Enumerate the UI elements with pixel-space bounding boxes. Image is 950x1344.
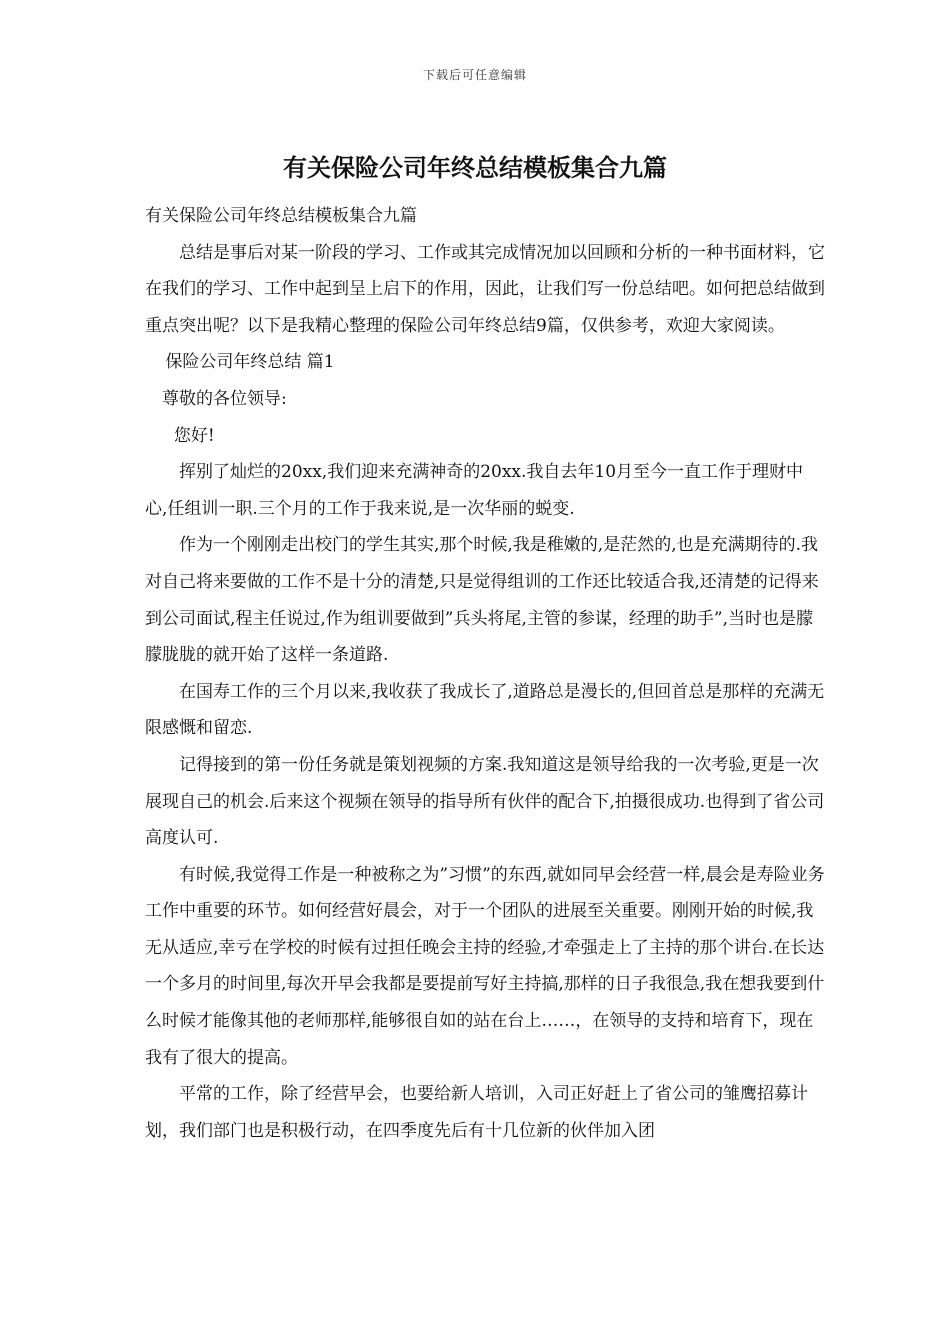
body-paragraph: 平常的工作，除了经营早会，也要给新人培训，入司正好赶上了省公司的雏鹰招募计划，我们部门也是积极行动，在四季度先后有十几位新的伙伴加入团 [145,1084,808,1141]
body-paragraph: 作为一个刚刚走出校门的学生其实,那个时候,我是稚嫩的,是茫然的,也是充满期待的.我对自己将来要做的工作不是十分的清楚,只是觉得组训的工作还比较适合我,还清楚的记得来到公司面试,程主任说过,作为组训要做到”兵头将尾,主管的参谋，经理的助手”,当时也是朦朦胧胧的就开始了这样一条道路. [145,535,819,666]
intro-paragraph: 总结是事后对某一阶段的学习、工作或其完成情况加以回顾和分析的一种书面材料，它在我们的学习、工作中起到呈上启下的作用，因此，让我们写一份总结吧。如何把总结做到重点突出呢？以下是我精心整理的保险公司年终总结9篇，仅供参考，欢迎大家阅读。 [145,242,825,336]
document-body [145,198,825,1149]
body-paragraph: 记得接到的第一份任务就是策划视频的方案.我知道这是领导给我的一次考验,更是一次展现自己的机会.后来这个视频在领导的指导所有伙伴的配合下,拍摄很成功.也得到了省公司高度认可. [145,754,825,849]
subtitle-paragraph: 有关保险公司年终总结模板集合九篇 [145,206,417,226]
body-paragraph: 在国寿工作的三个月以来,我收获了我成长了,道路总是漫长的,但回首总是那样的充满无限感慨和留恋. [145,681,825,739]
greeting: 您好! [173,425,215,446]
document-title: 有关保险公司年终总结模板集合九篇 [283,153,667,182]
salutation: 尊敬的各位领导: [162,388,287,409]
body-paragraph: 挥别了灿烂的20xx,我们迎来充满神奇的20xx.我自去年10月至今一直工作于理财中心,任组训一职.三个月的工作于我来说,是一次华丽的蜕变. [145,462,804,519]
header-note: 下载后可任意编辑 [422,68,527,82]
section-heading: 保险公司年终总结 篇1 [165,352,335,373]
body-paragraph: 有时候,我觉得工作是一种被称之为”习惯”的东西,就如同早会经营一样,晨会是寿险业务工作中重要的环节。如何经营好晨会，对于一个团队的进展至关重要。刚刚开始的时候,我无从适应,幸亏在学校的时候有过担任晚会主持的经验,才牵强走上了主持的那个讲台.在长达一个多月的时间里,每次开早会我都是要提前写好主持搞,那样的日子我很急,我在想我要到什么时候才能像其他的老师那样,能够很自如的站在台上……，在领导的支持和培育下，现在我有了很大的提高。 [145,864,825,1068]
